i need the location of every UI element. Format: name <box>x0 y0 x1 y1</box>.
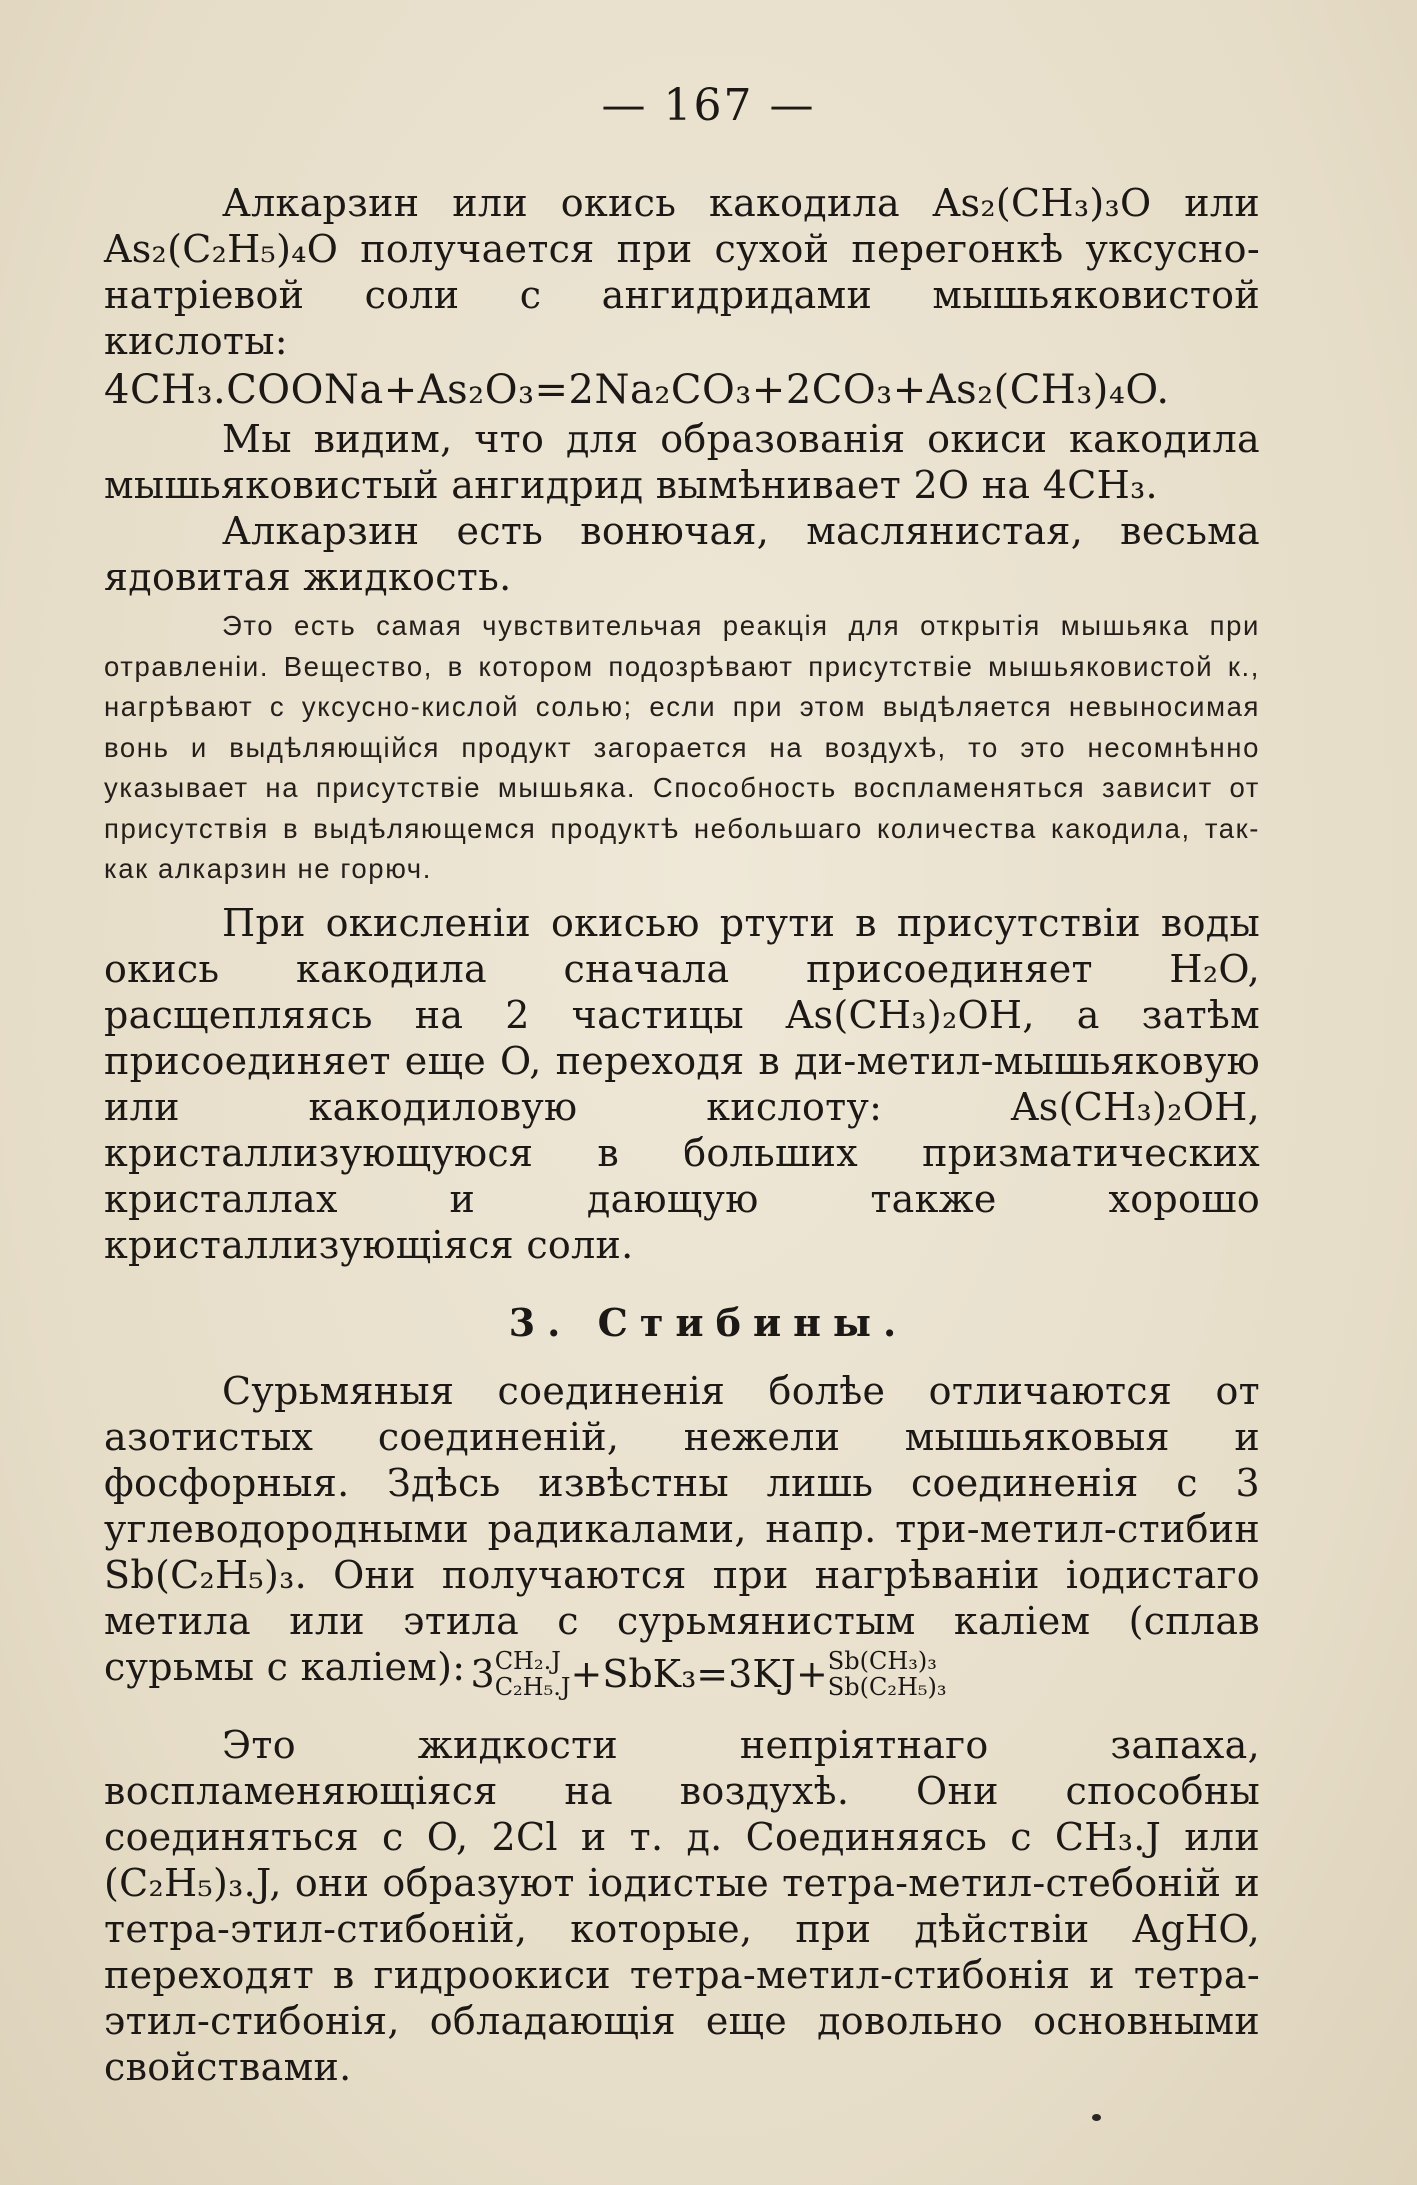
section-stibine-text <box>104 1368 1260 1690</box>
formula-middle: +SbK₃=3KJ+ <box>570 1652 828 1696</box>
section-heading-stibines: 3. Стибины. <box>508 1300 909 1345</box>
section-stibine-properties <box>104 1722 1260 2090</box>
formula-right-bottom: Sb(C₂H₅)₃ <box>827 1673 947 1701</box>
paragraph-stibine-properties: Это жидкости непріятнаго запаха, воспламеняющіяся на воздухѣ. Они способны соединяться с O, 2Cl и т. д. Соединяясь с CH₃.J или (C₂H₅)₃.J, они образуют іодистые тетра-метил-стебоній и тетра-этил-стибоній, которые, при дѣйствіи AgHO, переходят в гидроокиси тетра-метил-стибонія и тетра-этил-стибонія, обладающія еще довольно основными свойствами. <box>104 1723 1260 2089</box>
paragraph-antimony-compounds: Сурьмяныя соединенія болѣе отличаются от азотистых соединеній, нежели мышьяковыя и фосфорныя. Здѣсь извѣстны лишь соединенія с 3 углеводородными радикалами, напр. три-метил-стибин Sb(C₂H₅)₃. Они получаются при нагрѣваніи іодистаго метила или этила с сурьмянистым каліем (сплав сурьмы с каліем): <box>104 1369 1260 1689</box>
paragraph-alkarsin-properties: Алкарзин есть вонючая, маслянистая, весьма ядовитая жидкость. <box>104 509 1260 599</box>
paragraph-alkarsin-intro: Алкарзин или окись какодила As₂(CH₃)₃O или As₂(C₂H₅)₄O получается при сухой перегонкѣ уксусно-натріевой соли с ангидридами мышьяковистой кислоты: <box>104 181 1260 363</box>
formula-left-bottom: C₂H₅.J <box>494 1673 571 1701</box>
formula-alkarsin-synthesis: 4CH₃.COONa+As₂O₃=2Na₂CO₃+2CO₃+As₂(CH₃)₄O. <box>104 367 1170 413</box>
section-arsenic-text <box>104 180 1260 1268</box>
formula-right-top: Sb(CH₃)₃ <box>827 1647 937 1675</box>
page-number: — 167 — <box>601 80 816 131</box>
paragraph-arsenic-detection: Это есть самая чувствительчая реакція для открытія мышьяка при отравленіи. Вещество, в котором подозрѣвают присутствіе мышьяковистой к., нагрѣвают с уксусно-кислой солью; если при этом выдѣляется невыносимая вонь и выдѣляющійся продукт загорается на воздухѣ, то это несомнѣнно указывает на присутствіе мышьяка. Способность воспламеняться зависит от присутствія в выдѣляющемся продуктѣ небольшаго количества какодила, так-как алкарзин не горюч. <box>104 610 1260 884</box>
paragraph-cacodylic-acid: При окисленіи окисью ртути в присутствіи воды окись какодила сначала присоединяет H₂O, расщепляясь на 2 частицы As(CH₃)₂OH, а затѣм присоединяет еще O, переходя в ди-метил-мышьяковую или какодиловую кислоту: As(CH₃)₂OH, кристаллизующуюся в больших призматических кристаллах и дающую также хорошо кристаллизующіяся соли. <box>104 900 1260 1267</box>
paragraph-oxide-formation: Мы видим, что для образованія окиси какодила мышьяковистый ангидрид вымѣнивает 2O на 4CH₃. <box>104 417 1260 507</box>
formula-coefficient: 3 <box>470 1652 495 1696</box>
formula-stibine-synthesis <box>0 1648 1417 1700</box>
ink-speck <box>1092 2114 1101 2121</box>
formula-left-top: CH₂.J <box>494 1647 561 1675</box>
